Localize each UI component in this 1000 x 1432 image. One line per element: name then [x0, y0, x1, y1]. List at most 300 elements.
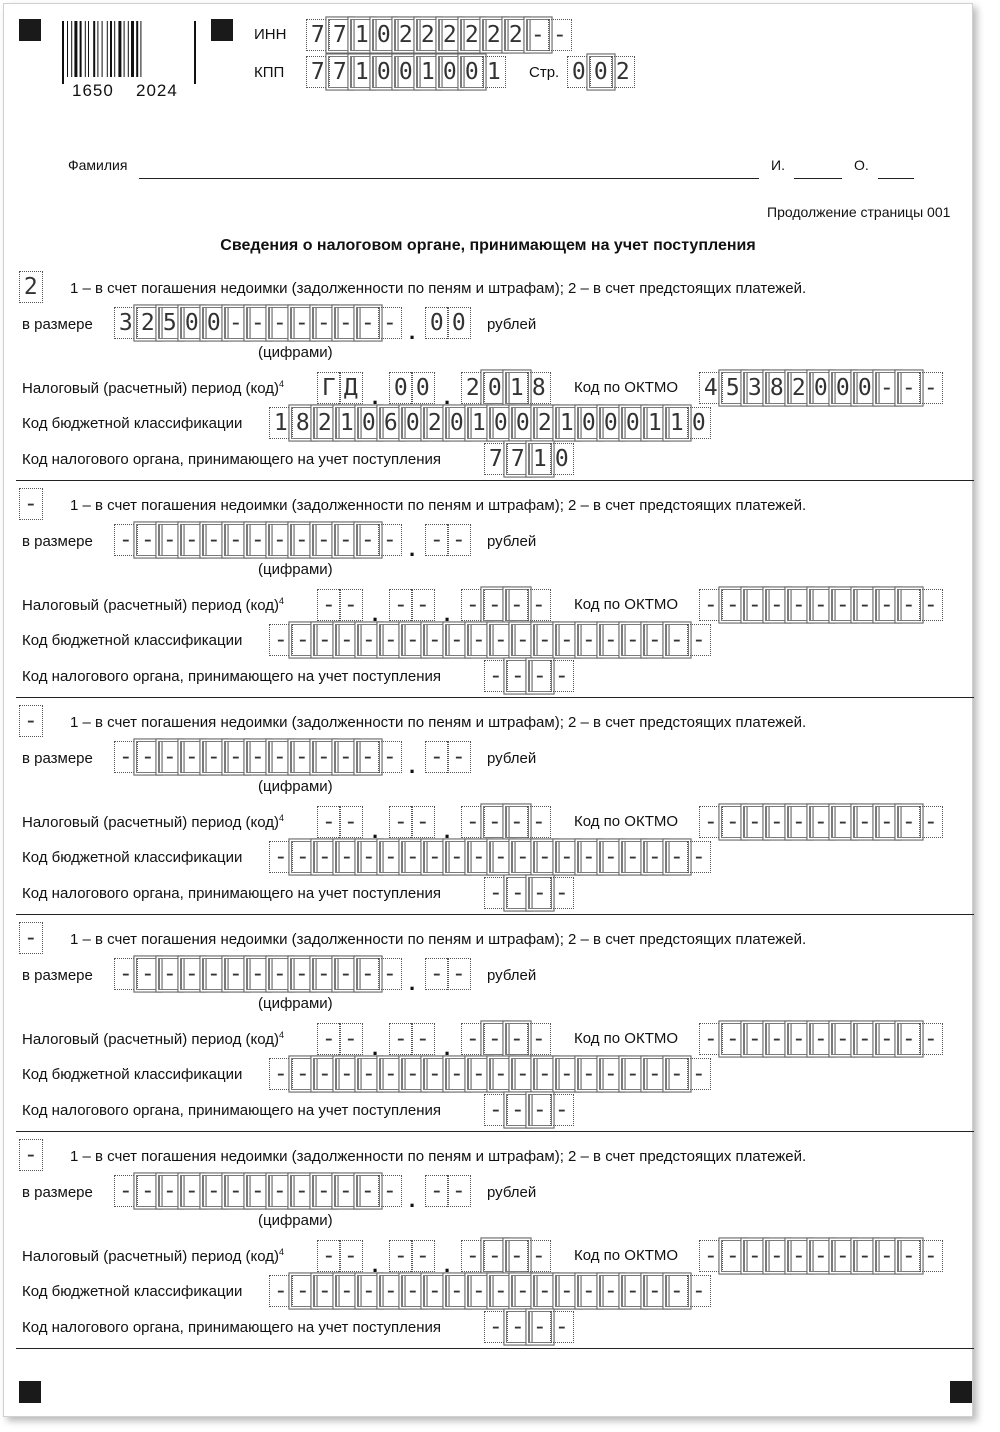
oktmo-cell[interactable]: 0 — [809, 372, 833, 404]
amount-cell[interactable]: - — [158, 958, 182, 990]
kbk-cell[interactable]: - — [379, 624, 403, 656]
amount-cell[interactable]: - — [114, 741, 138, 773]
kbk-cell[interactable]: - — [467, 1275, 491, 1307]
block-2-period-a-field[interactable] — [317, 589, 361, 621]
kbk-cell[interactable]: 1 — [335, 407, 359, 439]
kbk-cell[interactable]: 0 — [621, 407, 645, 439]
kbk-cell[interactable]: - — [269, 1058, 293, 1090]
block-3-amount-int-field[interactable] — [114, 741, 400, 773]
kbk-cell[interactable]: - — [313, 624, 337, 656]
block-4-period-a-field[interactable] — [317, 1023, 361, 1055]
amount-cell[interactable]: - — [246, 1175, 270, 1207]
block-1-amount-dec-field[interactable] — [425, 307, 469, 339]
kbk-cell[interactable]: - — [489, 624, 513, 656]
tax-org-cell[interactable]: - — [528, 877, 552, 909]
block-2-kbk-field[interactable] — [269, 624, 709, 656]
amount-cell[interactable]: - — [136, 1175, 160, 1207]
amount-cell[interactable]: - — [290, 307, 314, 339]
kbk-cell[interactable]: - — [357, 624, 381, 656]
kbk-cell[interactable]: - — [577, 1058, 601, 1090]
inn-cell[interactable]: 1 — [350, 19, 374, 51]
kbk-cell[interactable]: 1 — [643, 407, 667, 439]
oktmo-cell[interactable]: - — [875, 1023, 899, 1055]
kbk-cell[interactable]: 0 — [511, 407, 535, 439]
kbk-cell[interactable]: 0 — [357, 407, 381, 439]
kbk-cell[interactable]: - — [313, 841, 337, 873]
amount-cell[interactable]: 5 — [158, 307, 182, 339]
oktmo-cell[interactable]: - — [919, 1240, 943, 1272]
kbk-cell[interactable]: - — [291, 841, 315, 873]
block-3-oktmo-field[interactable] — [699, 806, 941, 838]
kbk-cell[interactable]: - — [335, 1058, 359, 1090]
kbk-cell[interactable]: - — [687, 841, 711, 873]
period-cell[interactable]: - — [461, 589, 485, 621]
period-cell[interactable]: Д — [339, 372, 363, 404]
oktmo-cell[interactable]: - — [919, 589, 943, 621]
oktmo-cell[interactable]: - — [809, 1023, 833, 1055]
amount-cell[interactable]: 0 — [202, 307, 226, 339]
kbk-cell[interactable]: - — [335, 1275, 359, 1307]
block-4-amount-dec-field[interactable] — [425, 958, 469, 990]
oktmo-cell[interactable]: - — [875, 806, 899, 838]
amount-cell[interactable]: - — [356, 524, 380, 556]
amount-dec-cell[interactable]: - — [447, 741, 471, 773]
amount-cell[interactable]: - — [246, 958, 270, 990]
block-2-period-b-field[interactable] — [389, 589, 433, 621]
kbk-cell[interactable]: - — [577, 624, 601, 656]
tax-org-cell[interactable]: - — [528, 1311, 552, 1343]
period-cell[interactable]: - — [339, 589, 363, 621]
tax-org-cell[interactable]: - — [528, 660, 552, 692]
period-cell[interactable]: - — [505, 806, 529, 838]
period-cell[interactable]: - — [527, 1240, 551, 1272]
amount-cell[interactable]: - — [290, 524, 314, 556]
amount-cell[interactable]: - — [290, 958, 314, 990]
period-cell[interactable]: - — [505, 1023, 529, 1055]
period-cell[interactable]: - — [411, 806, 435, 838]
amount-cell[interactable]: - — [158, 741, 182, 773]
block-2-purpose-field[interactable] — [19, 488, 41, 520]
kpp-cell[interactable]: 1 — [482, 56, 506, 88]
amount-cell[interactable]: - — [224, 307, 248, 339]
amount-cell[interactable]: - — [356, 307, 380, 339]
amount-cell[interactable]: - — [312, 524, 336, 556]
period-cell[interactable]: - — [339, 806, 363, 838]
tax-org-cell[interactable]: - — [550, 877, 574, 909]
oktmo-cell[interactable]: - — [809, 1240, 833, 1272]
kbk-cell[interactable]: - — [533, 1058, 557, 1090]
kbk-cell[interactable]: - — [445, 841, 469, 873]
oktmo-cell[interactable]: - — [919, 372, 943, 404]
amount-cell[interactable]: - — [356, 1175, 380, 1207]
kbk-cell[interactable]: - — [555, 1275, 579, 1307]
tax-org-cell[interactable]: - — [506, 1311, 530, 1343]
period-cell[interactable]: - — [483, 589, 507, 621]
period-cell[interactable]: - — [505, 589, 529, 621]
tax-org-cell[interactable]: - — [528, 1094, 552, 1126]
block-1-period-a-field[interactable] — [317, 372, 361, 404]
period-cell[interactable]: - — [339, 1023, 363, 1055]
amount-cell[interactable]: - — [136, 958, 160, 990]
amount-dec-cell[interactable]: - — [425, 958, 449, 990]
block-2-tax-org-field[interactable] — [484, 660, 572, 692]
amount-cell[interactable]: - — [224, 958, 248, 990]
kbk-cell[interactable]: - — [401, 624, 425, 656]
oktmo-cell[interactable]: - — [831, 1240, 855, 1272]
oktmo-cell[interactable]: 0 — [853, 372, 877, 404]
kbk-cell[interactable]: - — [357, 1058, 381, 1090]
kbk-cell[interactable]: - — [511, 1058, 535, 1090]
period-cell[interactable]: - — [461, 1023, 485, 1055]
kbk-cell[interactable]: - — [665, 624, 689, 656]
oktmo-cell[interactable]: 5 — [721, 372, 745, 404]
kbk-cell[interactable]: - — [291, 1275, 315, 1307]
inn-cell[interactable]: 0 — [372, 19, 396, 51]
inn-cell[interactable]: 7 — [306, 19, 330, 51]
period-cell[interactable]: 8 — [527, 372, 551, 404]
block-1-kbk-field[interactable] — [269, 407, 709, 439]
page-cell[interactable]: 0 — [567, 56, 591, 88]
oktmo-cell[interactable]: - — [743, 1023, 767, 1055]
initial-o-line[interactable] — [878, 178, 914, 179]
kbk-cell[interactable]: - — [489, 1275, 513, 1307]
kbk-cell[interactable]: - — [577, 841, 601, 873]
kbk-cell[interactable]: - — [643, 1058, 667, 1090]
kpp-field[interactable] — [306, 56, 504, 88]
block-2-amount-int-field[interactable] — [114, 524, 400, 556]
kbk-cell[interactable]: - — [665, 1058, 689, 1090]
oktmo-cell[interactable]: - — [699, 589, 723, 621]
amount-cell[interactable]: - — [158, 524, 182, 556]
kbk-cell[interactable]: - — [445, 1058, 469, 1090]
kbk-cell[interactable]: - — [401, 1058, 425, 1090]
tax-org-cell[interactable]: - — [484, 1311, 508, 1343]
kbk-cell[interactable]: - — [269, 624, 293, 656]
amount-dec-cell[interactable]: - — [447, 958, 471, 990]
oktmo-cell[interactable]: - — [699, 806, 723, 838]
page-cell[interactable]: 2 — [611, 56, 635, 88]
tax-org-cell[interactable]: - — [484, 1094, 508, 1126]
kbk-cell[interactable]: - — [643, 1275, 667, 1307]
oktmo-cell[interactable]: - — [721, 589, 745, 621]
kbk-cell[interactable]: 0 — [599, 407, 623, 439]
amount-cell[interactable]: - — [378, 958, 402, 990]
purpose-cell[interactable]: 2 — [19, 271, 43, 303]
inn-cell[interactable]: - — [526, 19, 550, 51]
block-3-period-b-field[interactable] — [389, 806, 433, 838]
inn-cell[interactable]: 2 — [416, 19, 440, 51]
kbk-cell[interactable]: - — [599, 841, 623, 873]
amount-cell[interactable]: - — [246, 307, 270, 339]
oktmo-cell[interactable]: - — [919, 1023, 943, 1055]
period-cell[interactable]: - — [389, 589, 413, 621]
kbk-cell[interactable]: - — [511, 1275, 535, 1307]
oktmo-cell[interactable]: - — [897, 806, 921, 838]
amount-cell[interactable]: - — [268, 524, 292, 556]
period-cell[interactable]: - — [461, 806, 485, 838]
kbk-cell[interactable]: 8 — [291, 407, 315, 439]
tax-org-cell[interactable]: - — [506, 1094, 530, 1126]
period-cell[interactable]: - — [483, 1240, 507, 1272]
kbk-cell[interactable]: - — [445, 624, 469, 656]
oktmo-cell[interactable]: - — [809, 589, 833, 621]
tax-org-cell[interactable]: - — [506, 660, 530, 692]
kbk-cell[interactable]: - — [621, 1275, 645, 1307]
kbk-cell[interactable]: - — [599, 1275, 623, 1307]
period-cell[interactable]: 0 — [389, 372, 413, 404]
amount-cell[interactable]: - — [158, 1175, 182, 1207]
period-cell[interactable]: 0 — [411, 372, 435, 404]
tax-org-cell[interactable]: - — [506, 877, 530, 909]
tax-org-cell[interactable]: 0 — [550, 443, 574, 475]
oktmo-cell[interactable]: - — [853, 806, 877, 838]
oktmo-cell[interactable]: - — [853, 589, 877, 621]
kbk-cell[interactable]: - — [599, 624, 623, 656]
block-5-oktmo-field[interactable] — [699, 1240, 941, 1272]
amount-cell[interactable]: - — [180, 741, 204, 773]
kbk-cell[interactable]: 2 — [423, 407, 447, 439]
purpose-cell[interactable]: - — [19, 1139, 43, 1171]
kpp-cell[interactable]: 0 — [372, 56, 396, 88]
kbk-cell[interactable]: - — [533, 841, 557, 873]
oktmo-cell[interactable]: - — [831, 589, 855, 621]
oktmo-cell[interactable]: - — [875, 372, 899, 404]
kbk-cell[interactable]: - — [423, 1058, 447, 1090]
amount-cell[interactable]: - — [312, 741, 336, 773]
amount-cell[interactable]: 3 — [114, 307, 138, 339]
kbk-cell[interactable]: 1 — [269, 407, 293, 439]
block-4-oktmo-field[interactable] — [699, 1023, 941, 1055]
kbk-cell[interactable]: 6 — [379, 407, 403, 439]
period-cell[interactable]: - — [527, 1023, 551, 1055]
kbk-cell[interactable]: - — [467, 624, 491, 656]
inn-cell[interactable]: 2 — [438, 19, 462, 51]
inn-cell[interactable]: 7 — [328, 19, 352, 51]
kbk-cell[interactable]: - — [401, 841, 425, 873]
amount-cell[interactable]: - — [312, 958, 336, 990]
amount-dec-cell[interactable]: 0 — [425, 307, 449, 339]
oktmo-cell[interactable]: - — [699, 1240, 723, 1272]
amount-cell[interactable]: - — [114, 958, 138, 990]
kbk-cell[interactable]: - — [335, 624, 359, 656]
oktmo-cell[interactable]: 3 — [743, 372, 767, 404]
oktmo-cell[interactable]: - — [721, 1240, 745, 1272]
block-4-period-b-field[interactable] — [389, 1023, 433, 1055]
kbk-cell[interactable]: - — [533, 1275, 557, 1307]
inn-cell[interactable]: 2 — [482, 19, 506, 51]
period-cell[interactable]: - — [339, 1240, 363, 1272]
block-3-purpose-field[interactable] — [19, 705, 41, 737]
kbk-cell[interactable]: 1 — [555, 407, 579, 439]
initial-i-line[interactable] — [794, 178, 842, 179]
oktmo-cell[interactable]: - — [831, 806, 855, 838]
kbk-cell[interactable]: - — [489, 841, 513, 873]
tax-org-cell[interactable]: - — [550, 660, 574, 692]
kbk-cell[interactable]: - — [357, 1275, 381, 1307]
amount-cell[interactable]: - — [136, 524, 160, 556]
oktmo-cell[interactable]: - — [875, 1240, 899, 1272]
amount-cell[interactable]: - — [334, 524, 358, 556]
block-5-period-b-field[interactable] — [389, 1240, 433, 1272]
period-cell[interactable]: - — [483, 1023, 507, 1055]
period-cell[interactable]: - — [461, 1240, 485, 1272]
oktmo-cell[interactable]: - — [919, 806, 943, 838]
amount-cell[interactable]: - — [290, 741, 314, 773]
oktmo-cell[interactable]: - — [853, 1023, 877, 1055]
amount-cell[interactable]: - — [246, 741, 270, 773]
oktmo-cell[interactable]: - — [721, 1023, 745, 1055]
amount-cell[interactable]: - — [114, 1175, 138, 1207]
tax-org-cell[interactable]: - — [550, 1311, 574, 1343]
amount-cell[interactable]: - — [180, 524, 204, 556]
amount-cell[interactable]: - — [356, 958, 380, 990]
inn-cell[interactable]: 2 — [504, 19, 528, 51]
oktmo-cell[interactable]: 2 — [787, 372, 811, 404]
period-cell[interactable]: - — [317, 1240, 341, 1272]
page-number-field[interactable] — [567, 56, 633, 88]
block-2-period-c-field[interactable] — [461, 589, 549, 621]
kbk-cell[interactable]: - — [687, 1275, 711, 1307]
kbk-cell[interactable]: - — [423, 1275, 447, 1307]
kbk-cell[interactable]: - — [533, 624, 557, 656]
kbk-cell[interactable]: - — [621, 841, 645, 873]
amount-cell[interactable]: - — [356, 741, 380, 773]
amount-cell[interactable]: - — [202, 1175, 226, 1207]
period-cell[interactable]: 0 — [483, 372, 507, 404]
amount-dec-cell[interactable]: - — [425, 524, 449, 556]
oktmo-cell[interactable]: - — [765, 1023, 789, 1055]
period-cell[interactable]: - — [411, 589, 435, 621]
amount-cell[interactable]: - — [334, 1175, 358, 1207]
oktmo-cell[interactable]: - — [897, 372, 921, 404]
kbk-cell[interactable]: - — [621, 624, 645, 656]
surname-line[interactable] — [139, 178, 759, 179]
kbk-cell[interactable]: 2 — [313, 407, 337, 439]
oktmo-cell[interactable]: 4 — [699, 372, 723, 404]
block-3-tax-org-field[interactable] — [484, 877, 572, 909]
amount-cell[interactable]: - — [268, 307, 292, 339]
oktmo-cell[interactable]: - — [721, 806, 745, 838]
block-5-purpose-field[interactable] — [19, 1139, 41, 1171]
kbk-cell[interactable]: - — [489, 1058, 513, 1090]
period-cell[interactable]: - — [411, 1240, 435, 1272]
kbk-cell[interactable]: - — [665, 841, 689, 873]
kbk-cell[interactable]: - — [665, 1275, 689, 1307]
amount-cell[interactable]: - — [268, 958, 292, 990]
block-5-amount-dec-field[interactable] — [425, 1175, 469, 1207]
kbk-cell[interactable]: - — [291, 624, 315, 656]
kpp-cell[interactable]: 0 — [438, 56, 462, 88]
block-4-amount-int-field[interactable] — [114, 958, 400, 990]
oktmo-cell[interactable]: - — [765, 589, 789, 621]
period-cell[interactable]: - — [317, 806, 341, 838]
kbk-cell[interactable]: - — [643, 624, 667, 656]
block-1-oktmo-field[interactable] — [699, 372, 941, 404]
oktmo-cell[interactable]: - — [787, 1240, 811, 1272]
oktmo-cell[interactable]: - — [787, 1023, 811, 1055]
amount-cell[interactable]: - — [334, 958, 358, 990]
kbk-cell[interactable]: - — [511, 841, 535, 873]
oktmo-cell[interactable]: - — [897, 1023, 921, 1055]
kbk-cell[interactable]: - — [467, 841, 491, 873]
kbk-cell[interactable]: - — [335, 841, 359, 873]
tax-org-cell[interactable]: 7 — [506, 443, 530, 475]
oktmo-cell[interactable]: - — [787, 806, 811, 838]
amount-cell[interactable]: - — [312, 307, 336, 339]
oktmo-cell[interactable]: - — [875, 589, 899, 621]
kbk-cell[interactable]: - — [269, 1275, 293, 1307]
amount-cell[interactable]: 0 — [180, 307, 204, 339]
inn-cell[interactable]: - — [548, 19, 572, 51]
amount-cell[interactable]: - — [378, 741, 402, 773]
block-3-amount-dec-field[interactable] — [425, 741, 469, 773]
kbk-cell[interactable]: 0 — [577, 407, 601, 439]
block-5-tax-org-field[interactable] — [484, 1311, 572, 1343]
block-2-oktmo-field[interactable] — [699, 589, 941, 621]
period-cell[interactable]: - — [389, 806, 413, 838]
amount-dec-cell[interactable]: - — [447, 524, 471, 556]
kbk-cell[interactable]: - — [269, 841, 293, 873]
purpose-cell[interactable]: - — [19, 488, 43, 520]
kpp-cell[interactable]: 0 — [394, 56, 418, 88]
amount-cell[interactable]: 2 — [136, 307, 160, 339]
amount-dec-cell[interactable]: 0 — [447, 307, 471, 339]
oktmo-cell[interactable]: - — [809, 806, 833, 838]
period-cell[interactable]: Г — [317, 372, 341, 404]
amount-cell[interactable]: - — [224, 741, 248, 773]
amount-cell[interactable]: - — [378, 524, 402, 556]
kpp-cell[interactable]: 1 — [350, 56, 374, 88]
block-1-tax-org-field[interactable] — [484, 443, 572, 475]
kbk-cell[interactable]: 1 — [467, 407, 491, 439]
amount-cell[interactable]: - — [224, 524, 248, 556]
oktmo-cell[interactable]: - — [787, 589, 811, 621]
oktmo-cell[interactable]: 0 — [831, 372, 855, 404]
amount-cell[interactable]: - — [202, 958, 226, 990]
amount-cell[interactable]: - — [180, 1175, 204, 1207]
amount-dec-cell[interactable]: - — [425, 1175, 449, 1207]
kbk-cell[interactable]: - — [555, 1058, 579, 1090]
inn-cell[interactable]: 2 — [460, 19, 484, 51]
kbk-cell[interactable]: - — [379, 1058, 403, 1090]
period-cell[interactable]: - — [317, 1023, 341, 1055]
kbk-cell[interactable]: 0 — [445, 407, 469, 439]
amount-cell[interactable]: - — [334, 741, 358, 773]
period-cell[interactable]: - — [389, 1023, 413, 1055]
kpp-cell[interactable]: 7 — [306, 56, 330, 88]
kbk-cell[interactable]: - — [599, 1058, 623, 1090]
block-3-period-a-field[interactable] — [317, 806, 361, 838]
block-3-period-c-field[interactable] — [461, 806, 549, 838]
period-cell[interactable]: - — [527, 806, 551, 838]
kbk-cell[interactable]: - — [401, 1275, 425, 1307]
tax-org-cell[interactable]: 7 — [484, 443, 508, 475]
block-1-period-c-field[interactable] — [461, 372, 549, 404]
amount-cell[interactable]: - — [224, 1175, 248, 1207]
kbk-cell[interactable]: - — [687, 624, 711, 656]
oktmo-cell[interactable]: - — [743, 589, 767, 621]
block-1-purpose-field[interactable] — [19, 271, 41, 303]
period-cell[interactable]: - — [505, 1240, 529, 1272]
kbk-cell[interactable]: - — [379, 841, 403, 873]
purpose-cell[interactable]: - — [19, 705, 43, 737]
oktmo-cell[interactable]: - — [765, 806, 789, 838]
kbk-cell[interactable]: 2 — [533, 407, 557, 439]
amount-dec-cell[interactable]: - — [447, 1175, 471, 1207]
kbk-cell[interactable]: - — [511, 624, 535, 656]
kbk-cell[interactable]: - — [313, 1275, 337, 1307]
amount-dec-cell[interactable]: - — [425, 741, 449, 773]
